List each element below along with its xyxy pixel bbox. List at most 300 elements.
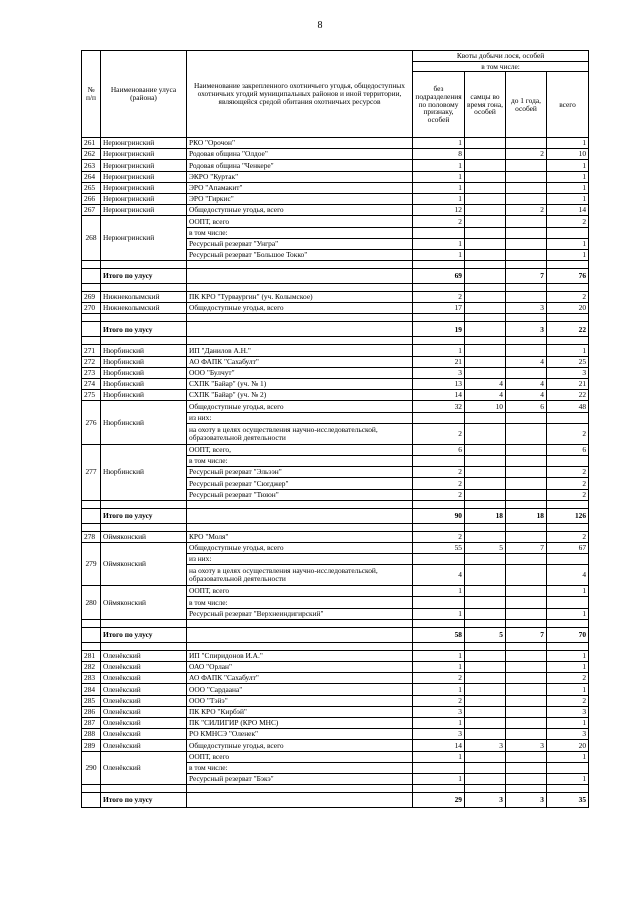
table-row [82, 695, 589, 706]
ulus-name: Нюрбинский [101, 401, 187, 444]
table-row [82, 531, 589, 542]
table-row [82, 205, 589, 216]
quota-under-one [506, 182, 547, 193]
ulus-name: Нерюнгринский [101, 216, 187, 261]
table-row [82, 542, 589, 553]
ulus-name: Нерюнгринский [101, 193, 187, 204]
table-row [82, 171, 589, 182]
quota-no-sex: 32 [413, 401, 465, 412]
row-number: 262 [82, 149, 101, 160]
quota-total: 2 [547, 467, 589, 478]
table-row [82, 684, 589, 695]
table-header [82, 51, 589, 138]
table-row [82, 586, 589, 597]
quota-no-sex: 3 [413, 729, 465, 740]
territory-name: ЭРО "Гиркис" [187, 193, 413, 204]
quota-total: 10 [547, 149, 589, 160]
row-number: 284 [82, 684, 101, 695]
row-number: 269 [82, 292, 101, 303]
quota-under-one [506, 292, 547, 303]
quota-no-sex: 14 [413, 390, 465, 401]
quota-no-sex: 2 [413, 467, 465, 478]
ulus-name: Нюрбинский [101, 390, 187, 401]
subtotal-males [465, 269, 506, 284]
quota-no-sex: 3 [413, 706, 465, 717]
table-row [82, 751, 589, 762]
territory-name: из них: [187, 412, 413, 423]
quota-males [465, 695, 506, 706]
ulus-name: Нерюнгринский [101, 205, 187, 216]
table-row [82, 444, 589, 455]
quota-males [465, 193, 506, 204]
territory-name: ООПТ, всего, [187, 444, 413, 455]
table-row [82, 401, 589, 412]
table-row [82, 740, 589, 751]
ulus-name: Оленёкский [101, 706, 187, 717]
subtotal-total: 76 [547, 269, 589, 284]
quota-total: 2 [547, 531, 589, 542]
table-row [82, 160, 589, 171]
subtotal-row [82, 793, 589, 808]
row-number: 263 [82, 160, 101, 171]
ulus-name: Нерюнгринский [101, 182, 187, 193]
ulus-name: Нерюнгринский [101, 160, 187, 171]
quota-total: 14 [547, 205, 589, 216]
quota-total: 1 [547, 160, 589, 171]
territory-name: Ресурсный резерват "Верхнеиндигирский" [187, 608, 413, 619]
quota-under-one: 4 [506, 390, 547, 401]
header-territory: Наименование закрепленного охотничьего угодья, общедоступных охотничьих угодий муниципальных районов и иной территории, являющейся средой обитания охотничьих ресурсов [187, 51, 413, 138]
quota-males [465, 171, 506, 182]
territory-name: ПК "СИЛИГИР (КРО МНС) [187, 717, 413, 728]
quota-no-sex: 12 [413, 205, 465, 216]
quota-total: 1 [547, 182, 589, 193]
row-number: 266 [82, 193, 101, 204]
row-number: 271 [82, 345, 101, 356]
territory-name: ПК КРО "Турваургин" (уч. Колымское) [187, 292, 413, 303]
quota-no-sex: 13 [413, 379, 465, 390]
territory-name: Ресурсный резерват "Тююн" [187, 489, 413, 500]
quota-under-one [506, 729, 547, 740]
ulus-name: Оленёкский [101, 662, 187, 673]
quota-total: 2 [547, 695, 589, 706]
quota-under-one [506, 138, 547, 149]
subtotal-under-one: 3 [506, 322, 547, 337]
territory-name: Родовая община "Ченкере" [187, 160, 413, 171]
table-row [82, 182, 589, 193]
quota-under-one [506, 531, 547, 542]
quota-under-one [506, 160, 547, 171]
subtotal-label: Итого по улусу [101, 322, 187, 337]
territory-name: в том числе: [187, 762, 413, 773]
quota-under-one [506, 684, 547, 695]
territory-name: СХПК "Байар" (уч. № 2) [187, 390, 413, 401]
ulus-name: Оленёкский [101, 751, 187, 785]
subtotal-under-one: 3 [506, 793, 547, 808]
quota-males [465, 729, 506, 740]
subtotal-males: 5 [465, 627, 506, 642]
ulus-name: Оленёкский [101, 650, 187, 661]
territory-name: ОАО "Орлан" [187, 662, 413, 673]
row-number: 264 [82, 171, 101, 182]
quota-no-sex: 1 [413, 238, 465, 249]
quota-males [465, 138, 506, 149]
territory-name: АО ФАПК "Сахабулт" [187, 356, 413, 367]
row-number: 278 [82, 531, 101, 542]
quota-total: 1 [547, 193, 589, 204]
territory-name: Ресурсный резерват "Большое Токко" [187, 249, 413, 260]
territory-name: Ресурсный резерват "Сюгджер" [187, 478, 413, 489]
subtotal-row [82, 322, 589, 337]
quota-total: 2 [547, 216, 589, 227]
subtotal-males [465, 322, 506, 337]
territory-name: Общедоступные угодья, всего [187, 740, 413, 751]
quota-males [465, 531, 506, 542]
row-number: 272 [82, 356, 101, 367]
ulus-name: Нерюнгринский [101, 171, 187, 182]
table-row [82, 379, 589, 390]
quota-males [465, 292, 506, 303]
subtotal-males: 3 [465, 793, 506, 808]
quota-under-one: 3 [506, 303, 547, 314]
quota-total: 1 [547, 586, 589, 597]
quota-total: 1 [547, 662, 589, 673]
quota-no-sex: 1 [413, 171, 465, 182]
row-number: 288 [82, 729, 101, 740]
territory-name: в том числе: [187, 227, 413, 238]
row-number: 286 [82, 706, 101, 717]
header-under-one: до 1 года, особей [506, 72, 547, 138]
table-row [82, 662, 589, 673]
table-row [82, 138, 589, 149]
subtotal-under-one: 18 [506, 508, 547, 523]
quota-total: 1 [547, 717, 589, 728]
quota-total: 1 [547, 238, 589, 249]
subtotal-label: Итого по улусу [101, 269, 187, 284]
subtotal-no-sex: 19 [413, 322, 465, 337]
table-row [82, 717, 589, 728]
quota-no-sex: 6 [413, 444, 465, 455]
territory-name: Ресурсный резерват "Эльээн" [187, 467, 413, 478]
quota-total: 22 [547, 390, 589, 401]
quota-under-one [506, 193, 547, 204]
quota-total: 3 [547, 706, 589, 717]
quota-no-sex: 2 [413, 216, 465, 227]
territory-name: ООО "Сардаана" [187, 684, 413, 695]
quota-total: 21 [547, 379, 589, 390]
ulus-name: Оленёкский [101, 684, 187, 695]
quota-no-sex: 2 [413, 423, 465, 444]
quota-total: 1 [547, 773, 589, 784]
quota-total: 1 [547, 608, 589, 619]
territory-name: ЭКРО "Куртак" [187, 171, 413, 182]
subtotal-no-sex: 58 [413, 627, 465, 642]
table-row [82, 367, 589, 378]
header-in-that-number: в том числе: [413, 62, 589, 72]
ulus-name: Нюрбинский [101, 356, 187, 367]
quota-total: 2 [547, 489, 589, 500]
subtotal-no-sex: 69 [413, 269, 465, 284]
subtotal-no-sex: 90 [413, 508, 465, 523]
ulus-name: Оймяконский [101, 531, 187, 542]
table-row [82, 303, 589, 314]
quota-males [465, 706, 506, 717]
row-number: 261 [82, 138, 101, 149]
quota-males [465, 717, 506, 728]
quota-no-sex: 1 [413, 608, 465, 619]
subtotal-under-one: 7 [506, 627, 547, 642]
ulus-name: Оймяконский [101, 542, 187, 585]
quota-no-sex: 1 [413, 160, 465, 171]
subtotal-total: 22 [547, 322, 589, 337]
territory-name: КРО "Моля" [187, 531, 413, 542]
ulus-name: Нерюнгринский [101, 149, 187, 160]
territory-name: ООО "Булчут" [187, 367, 413, 378]
territory-name: ООО "Тэйэ" [187, 695, 413, 706]
quota-total: 3 [547, 729, 589, 740]
quota-under-one: 3 [506, 740, 547, 751]
quota-total: 20 [547, 303, 589, 314]
quota-no-sex: 21 [413, 356, 465, 367]
quota-under-one [506, 367, 547, 378]
quota-no-sex: 1 [413, 662, 465, 673]
row-number: 268 [82, 216, 101, 261]
table-row [82, 356, 589, 367]
territory-name: Родовая община "Олдое" [187, 149, 413, 160]
row-number: 275 [82, 390, 101, 401]
ulus-name: Оленёкский [101, 717, 187, 728]
quota-males [465, 662, 506, 673]
quota-total: 1 [547, 171, 589, 182]
quota-total: 2 [547, 478, 589, 489]
territory-name: РКО "Орочон" [187, 138, 413, 149]
territory-name: Общедоступные угодья, всего [187, 205, 413, 216]
quota-no-sex: 1 [413, 586, 465, 597]
territory-name: ПК КРО "Кирбэй" [187, 706, 413, 717]
ulus-name: Нюрбинский [101, 345, 187, 356]
row-number: 270 [82, 303, 101, 314]
ulus-name: Оленёкский [101, 673, 187, 684]
subtotal-label: Итого по улусу [101, 508, 187, 523]
quota-no-sex: 1 [413, 138, 465, 149]
territory-name: ООПТ, всего [187, 216, 413, 227]
quota-total: 1 [547, 650, 589, 661]
page-number: 8 [317, 20, 323, 31]
row-number: 282 [82, 662, 101, 673]
quota-males [465, 345, 506, 356]
quota-no-sex: 2 [413, 478, 465, 489]
quota-males: 10 [465, 401, 506, 412]
territory-name: Общедоступные угодья, всего [187, 401, 413, 412]
ulus-name: Оленёкский [101, 729, 187, 740]
quota-under-one [506, 717, 547, 728]
quota-no-sex: 55 [413, 542, 465, 553]
table-row [82, 650, 589, 661]
territory-name: из них: [187, 554, 413, 565]
row-number: 273 [82, 367, 101, 378]
quota-under-one [506, 695, 547, 706]
quota-total: 1 [547, 751, 589, 762]
quota-males [465, 205, 506, 216]
table-row [82, 149, 589, 160]
header-total: всего [547, 72, 589, 138]
territory-name: ИП "Спиридонов И.А." [187, 650, 413, 661]
territory-name: Общедоступные угодья, всего [187, 542, 413, 553]
quota-total: 6 [547, 444, 589, 455]
territory-name: на охоту в целях осуществления научно-исследовательской, образовательной деятельности [187, 423, 413, 444]
row-number: 290 [82, 751, 101, 785]
row-number: 265 [82, 182, 101, 193]
row-number: 277 [82, 444, 101, 500]
quota-no-sex: 3 [413, 367, 465, 378]
subtotal-total: 126 [547, 508, 589, 523]
table-row [82, 673, 589, 684]
territory-name: ООПТ, всего [187, 751, 413, 762]
quota-no-sex: 1 [413, 182, 465, 193]
ulus-name: Нюрбинский [101, 367, 187, 378]
ulus-name: Нюрбинский [101, 444, 187, 500]
territory-name: ИП "Данилов А.Н." [187, 345, 413, 356]
quota-males: 4 [465, 379, 506, 390]
quota-no-sex: 4 [413, 565, 465, 586]
row-number: 287 [82, 717, 101, 728]
subtotal-row [82, 627, 589, 642]
quota-males: 4 [465, 390, 506, 401]
header-ulus: Наименование улуса (района) [101, 51, 187, 138]
ulus-name: Оймяконский [101, 586, 187, 620]
territory-name: на охоту в целях осуществления научно-исследовательской, образовательной деятельности [187, 565, 413, 586]
row-number: 283 [82, 673, 101, 684]
subtotal-under-one: 7 [506, 269, 547, 284]
quota-no-sex: 1 [413, 717, 465, 728]
quota-under-one: 7 [506, 542, 547, 553]
territory-name: СХПК "Байар" (уч. № 1) [187, 379, 413, 390]
quota-no-sex: 17 [413, 303, 465, 314]
quota-total: 67 [547, 542, 589, 553]
row-number: 274 [82, 379, 101, 390]
quota-under-one: 4 [506, 379, 547, 390]
row-number: 289 [82, 740, 101, 751]
quota-total: 4 [547, 565, 589, 586]
table-row [82, 193, 589, 204]
row-number: 279 [82, 542, 101, 585]
quota-total: 2 [547, 673, 589, 684]
quota-no-sex: 2 [413, 695, 465, 706]
quota-males [465, 182, 506, 193]
territory-name: ЭРО "Апамакит" [187, 182, 413, 193]
header-no-sex: без подразделения по половому признаку, особей [413, 72, 465, 138]
quota-total: 2 [547, 292, 589, 303]
row-number: 267 [82, 205, 101, 216]
quota-under-one [506, 706, 547, 717]
quota-no-sex: 1 [413, 650, 465, 661]
quota-no-sex: 14 [413, 740, 465, 751]
quota-under-one: 6 [506, 401, 547, 412]
subtotal-label: Итого по улусу [101, 793, 187, 808]
quota-under-one [506, 345, 547, 356]
quota-no-sex: 1 [413, 773, 465, 784]
quota-under-one [506, 650, 547, 661]
moose-quota-table [81, 50, 589, 808]
territory-name: Ресурсный резерват "Бэкэ" [187, 773, 413, 784]
row-number: 285 [82, 695, 101, 706]
header-quota-title: Квоты добычи лося, особей [413, 51, 589, 62]
quota-no-sex: 2 [413, 489, 465, 500]
quota-total: 25 [547, 356, 589, 367]
quota-total: 1 [547, 249, 589, 260]
territory-name: РО КМНСЭ "Оленек" [187, 729, 413, 740]
ulus-name: Нюрбинский [101, 379, 187, 390]
ulus-name: Нижнеколымский [101, 292, 187, 303]
quota-males [465, 684, 506, 695]
subtotal-label: Итого по улусу [101, 627, 187, 642]
row-number: 276 [82, 401, 101, 444]
table-row [82, 345, 589, 356]
ulus-name: Нижнеколымский [101, 303, 187, 314]
table-row [82, 390, 589, 401]
quota-total: 1 [547, 345, 589, 356]
quota-under-one [506, 171, 547, 182]
quota-males [465, 356, 506, 367]
quota-males: 3 [465, 740, 506, 751]
quota-no-sex: 2 [413, 292, 465, 303]
territory-name: ООПТ, всего [187, 586, 413, 597]
quota-total: 1 [547, 684, 589, 695]
territory-name: Ресурсный резерват "Унгра" [187, 238, 413, 249]
quota-no-sex: 8 [413, 149, 465, 160]
quota-under-one [506, 662, 547, 673]
quota-total: 48 [547, 401, 589, 412]
quota-no-sex: 2 [413, 673, 465, 684]
subtotal-males: 18 [465, 508, 506, 523]
subtotal-total: 70 [547, 627, 589, 642]
subtotal-no-sex: 29 [413, 793, 465, 808]
subtotal-row [82, 269, 589, 284]
table-row [82, 706, 589, 717]
quota-total: 1 [547, 138, 589, 149]
subtotal-row [82, 508, 589, 523]
quota-total: 3 [547, 367, 589, 378]
row-number: 281 [82, 650, 101, 661]
quota-no-sex: 1 [413, 751, 465, 762]
quota-males [465, 160, 506, 171]
territory-name: АО ФАПК "Сахабулт" [187, 673, 413, 684]
table-row [82, 216, 589, 227]
quota-total: 2 [547, 423, 589, 444]
quota-total: 20 [547, 740, 589, 751]
table-row [82, 729, 589, 740]
territory-name: в том числе: [187, 597, 413, 608]
ulus-name: Оленёкский [101, 695, 187, 706]
subtotal-total: 35 [547, 793, 589, 808]
territory-name: Общедоступные угодья, всего [187, 303, 413, 314]
ulus-name: Нерюнгринский [101, 138, 187, 149]
quota-males: 5 [465, 542, 506, 553]
quota-under-one: 2 [506, 205, 547, 216]
ulus-name: Оленёкский [101, 740, 187, 751]
table-row [82, 292, 589, 303]
quota-under-one: 2 [506, 149, 547, 160]
quota-no-sex: 1 [413, 249, 465, 260]
row-number: 280 [82, 586, 101, 620]
quota-males [465, 367, 506, 378]
quota-under-one [506, 673, 547, 684]
territory-name: в том числе: [187, 455, 413, 466]
quota-no-sex: 1 [413, 193, 465, 204]
quota-no-sex: 1 [413, 345, 465, 356]
quota-no-sex: 2 [413, 531, 465, 542]
quota-males [465, 303, 506, 314]
